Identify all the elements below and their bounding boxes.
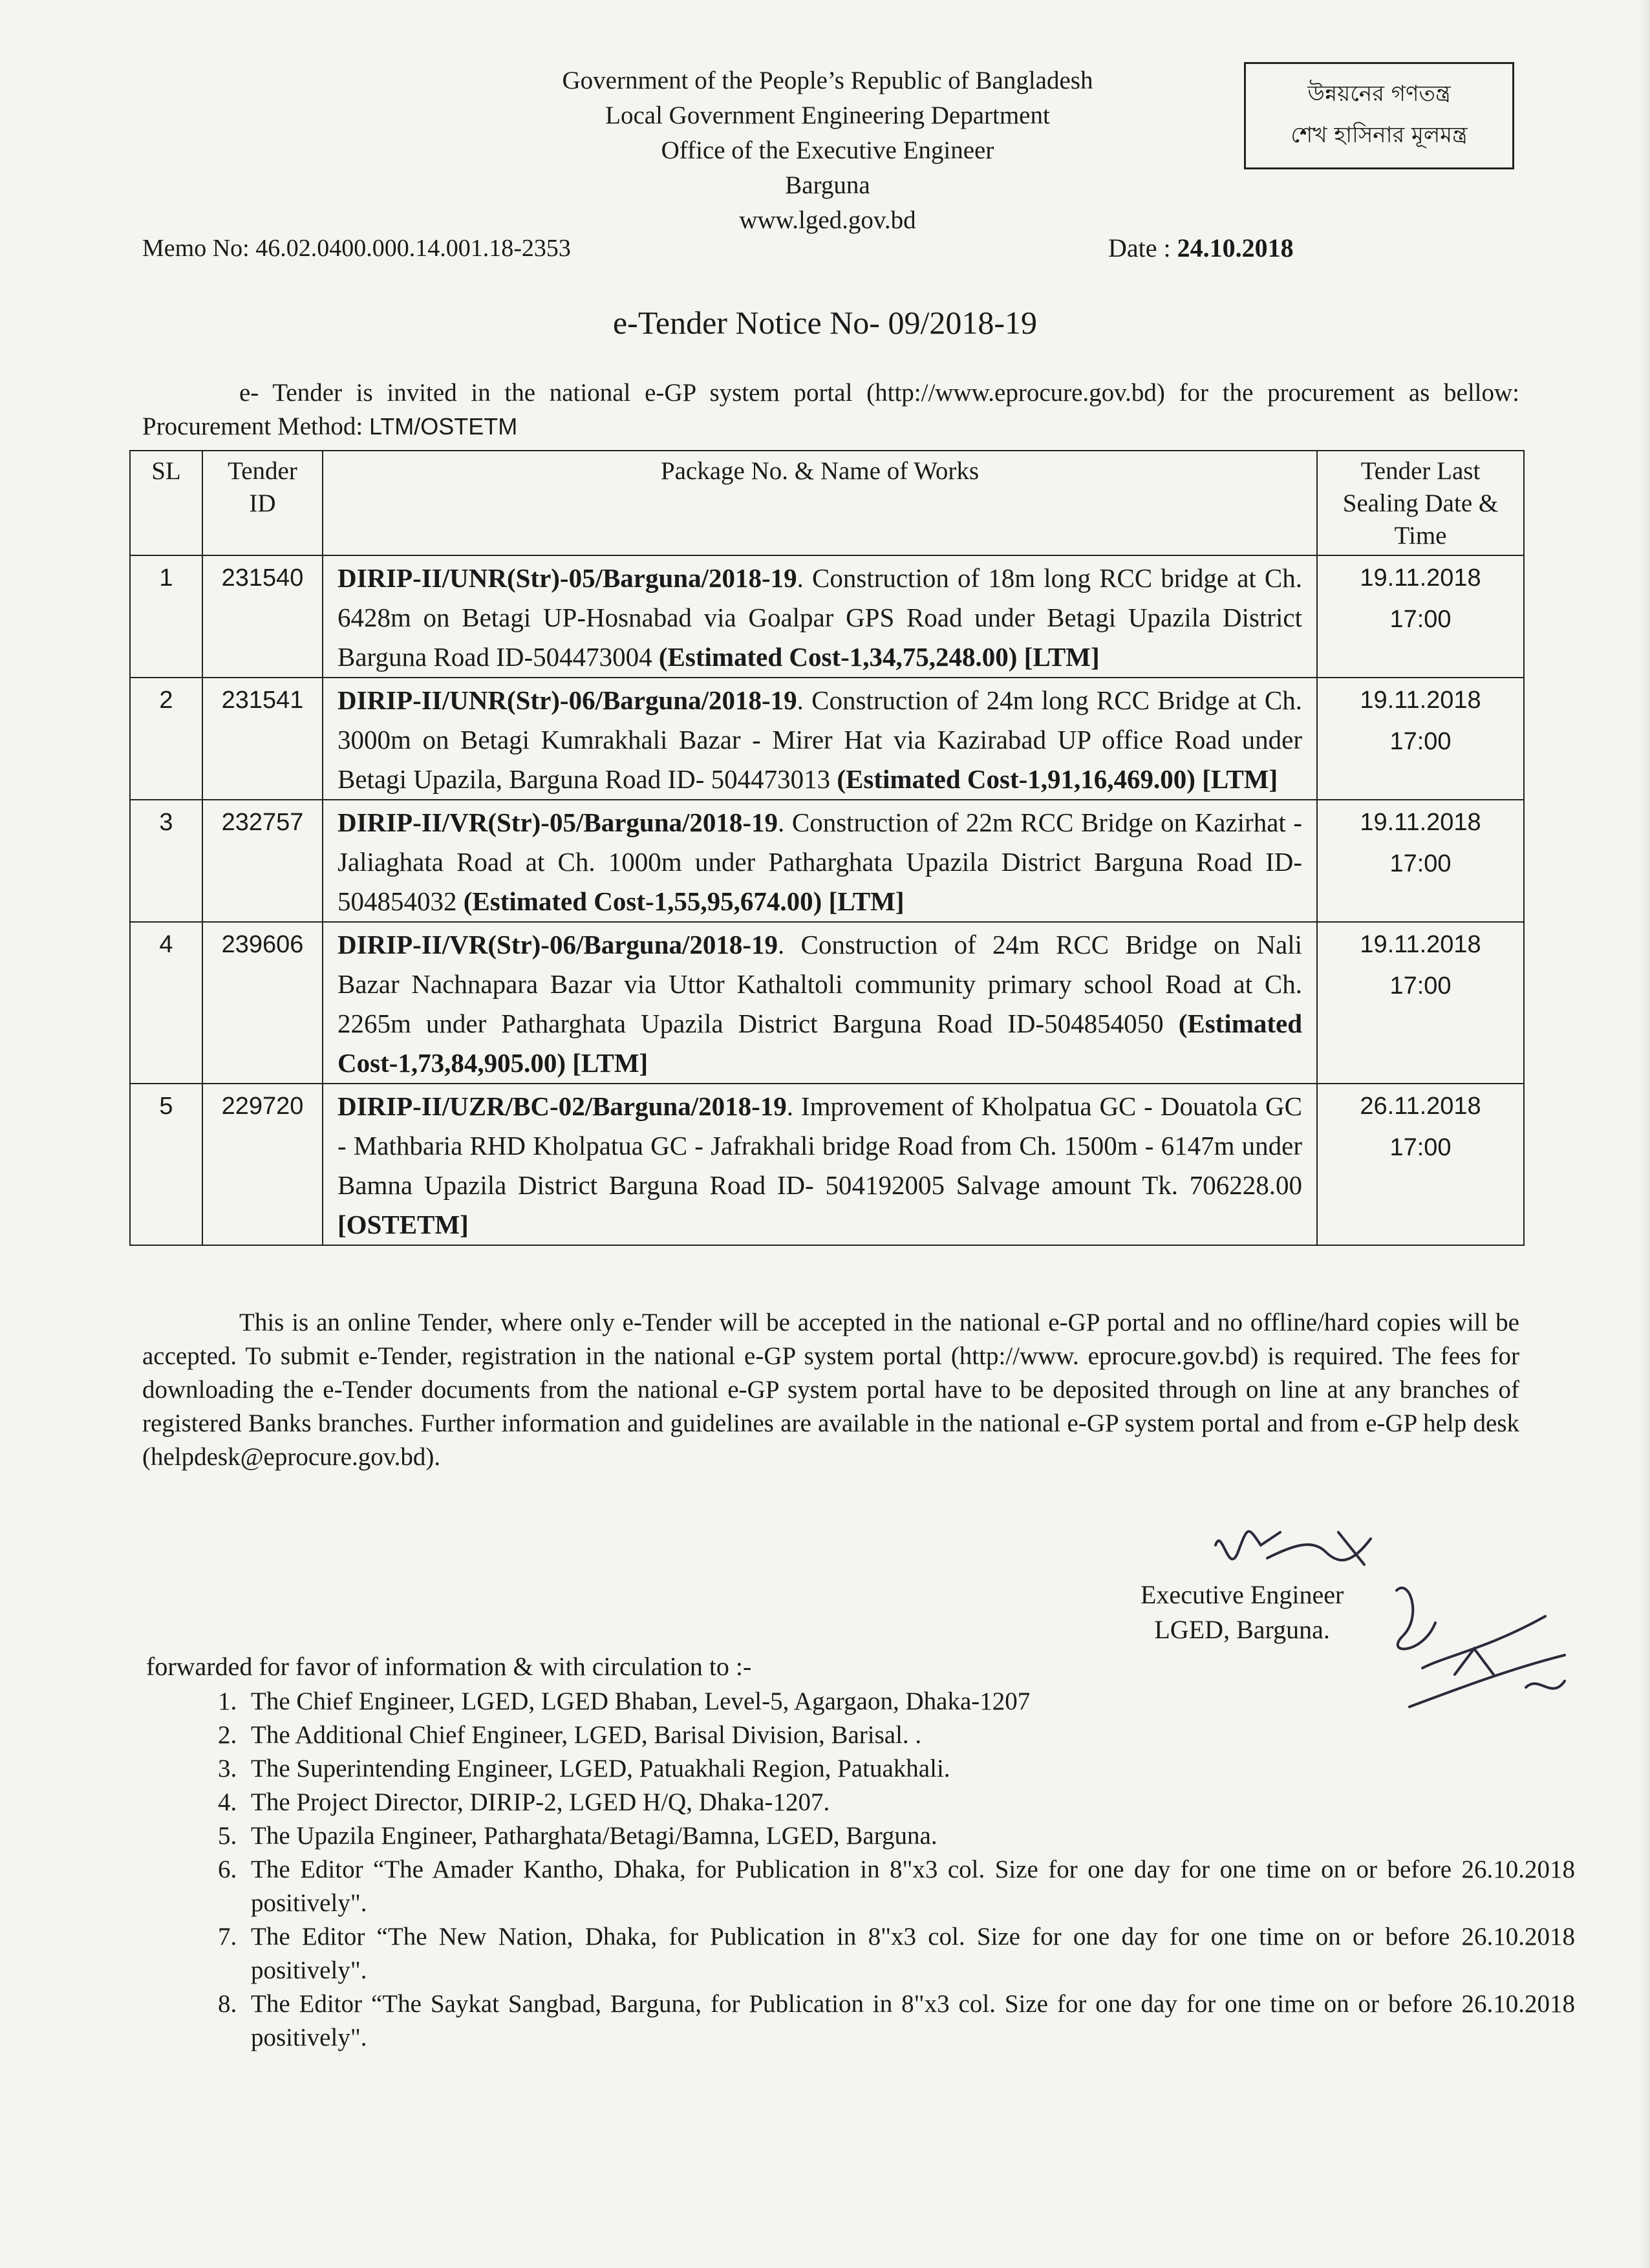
row-tender-id: 232757: [202, 800, 323, 922]
row-tender-id: 231541: [202, 678, 323, 800]
list-item: 4. The Project Director, DIRIP-2, LGED H/Q, Dhaka-1207.: [243, 1786, 1575, 1819]
date-label: Date :: [1108, 233, 1177, 262]
letterhead: [453, 63, 1203, 238]
signer-title: Executive Engineer: [1141, 1580, 1344, 1609]
date-value: 24.10.2018: [1177, 233, 1294, 262]
row-sl: 4: [130, 922, 202, 1084]
list-item: 5. The Upazila Engineer, Patharghata/Betagi/Bamna, LGED, Barguna.: [243, 1819, 1575, 1853]
deadline-date: 19.11.2018: [1360, 564, 1481, 592]
row-deadline: [1317, 800, 1524, 922]
deadline-time: 17:00: [1389, 850, 1452, 877]
tender-table: [129, 450, 1525, 1246]
row-package-cell: [323, 555, 1317, 678]
motto-box: [1244, 62, 1514, 169]
header-last-date: Tender Last Sealing Date & Time: [1317, 451, 1524, 555]
table-row: [130, 555, 1524, 678]
package-number: DIRIP-II/VR(Str)-05/Barguna/2018-19: [338, 808, 778, 837]
deadline-date: 19.11.2018: [1360, 931, 1481, 958]
header-tender-id: Tender ID: [202, 451, 323, 555]
header-sl: SL: [130, 451, 202, 555]
package-number: DIRIP-II/UNR(Str)-06/Barguna/2018-19: [338, 685, 797, 715]
deadline-time: 17:00: [1389, 972, 1452, 1000]
package-number: DIRIP-II/VR(Str)-06/Barguna/2018-19: [338, 930, 778, 959]
letterhead-line-office: Office of the Executive Engineer: [661, 136, 994, 164]
signer-office: LGED, Barguna.: [1154, 1615, 1330, 1644]
table-row: [130, 800, 1524, 922]
list-item: 2. The Additional Chief Engineer, LGED, Barisal Division, Barisal. .: [243, 1718, 1575, 1752]
online-tender-text: This is an online Tender, where only e-Tender will be accepted in the national e-GP portal and no offline/hard copies will be accepted. To submit e-Tender, registration in the national e-GP system portal (http://www. eprocure.gov.bd) is required. The fees for downloading the e-Tender documents from the national e-GP system portal have to be deposited through on line at any branches of registered Banks branches. Further information and guidelines are available in the national e-GP system portal and from e-GP help desk (helpdesk@eprocure.gov.bd).: [142, 1309, 1519, 1471]
row-deadline: [1317, 1084, 1524, 1245]
work-description: . Construction of 24m long RCC Bridge at Ch. 3000m on Betagi Kumrakhali Bazar - Mirer Hat via Kazirabad UP office Road under Betagi Upazila, Barguna Road ID- 504473013: [338, 685, 1302, 794]
estimated-cost: (Estimated Cost-1,55,95,674.00) [LTM]: [463, 886, 905, 916]
list-item: 1. The Chief Engineer, LGED, LGED Bhaban, Level-5, Agargaon, Dhaka-1207: [243, 1685, 1575, 1718]
list-item: 7. The Editor “The New Nation, Dhaka, for Publication in 8"x3 col. Size for one day for one time on or before 26.10.2018 positively".: [243, 1920, 1575, 1987]
row-package-cell: [323, 678, 1317, 800]
deadline-date: 19.11.2018: [1360, 687, 1481, 714]
motto-line-2: শেখ হাসিনার মূলমন্ত্র: [1291, 122, 1468, 148]
intro-text: e- Tender is invited in the national e-GP system portal (http://www.eprocure.gov.bd) for the procurement as bellow: Procurement Method:: [142, 379, 1519, 440]
header-package: Package No. & Name of Works: [323, 451, 1317, 555]
deadline-date: 26.11.2018: [1360, 1093, 1481, 1120]
memo-number: Memo No: 46.02.0400.000.14.001.18-2353: [142, 235, 571, 262]
table-row: [130, 922, 1524, 1084]
procurement-method: LTM/OSTETM: [369, 413, 518, 440]
row-sl: 2: [130, 678, 202, 800]
row-package-cell: [323, 922, 1317, 1084]
work-description: . Construction of 24m RCC Bridge on Nali Bazar Nachnapara Bazar via Uttor Kathaltoli community primary school Road at Ch. 2265m under Patharghata Upazila District Barguna Road ID-504854050: [338, 930, 1302, 1038]
list-item: 6. The Editor “The Amader Kantho, Dhaka, for Publication in 8"x3 col. Size for one day for one time on or before 26.10.2018 positively".: [243, 1853, 1575, 1920]
deadline-time: 17:00: [1389, 606, 1452, 633]
row-deadline: [1317, 922, 1524, 1084]
work-description: . Construction of 22m RCC Bridge on Kazirhat - Jaliaghata Road at Ch. 1000m under Patharghata Upazila District Barguna Road ID- 504854032: [338, 808, 1302, 916]
row-tender-id: 239606: [202, 922, 323, 1084]
row-tender-id: 229720: [202, 1084, 323, 1245]
estimated-cost: (Estimated Cost-1,91,16,469.00) [LTM]: [837, 764, 1278, 794]
row-sl: 5: [130, 1084, 202, 1245]
online-tender-paragraph: [142, 1306, 1519, 1474]
notice-date: [1108, 233, 1294, 263]
estimated-cost: [OSTETM]: [338, 1210, 469, 1239]
estimated-cost: (Estimated Cost-1,34,75,248.00) [LTM]: [658, 642, 1100, 672]
estimated-cost: (Estimated Cost-1,73,84,905.00) [LTM]: [338, 1009, 1302, 1078]
row-tender-id: 231540: [202, 555, 323, 678]
row-deadline: [1317, 555, 1524, 678]
deadline-date: 19.11.2018: [1360, 809, 1481, 836]
signer-block: [1141, 1578, 1344, 1647]
deadline-time: 17:00: [1389, 1134, 1452, 1161]
forward-title: forwarded for favor of information & with circulation to :-: [146, 1652, 752, 1681]
work-description: . Improvement of Kholpatua GC - Douatola GC - Mathbaria RHD Kholpatua GC - Jafrakhali bridge Road from Ch. 1500m - 6147m under Bamna Upazila District Barguna Road ID- 504192005 Salvage amount Tk. 706228.00: [338, 1091, 1302, 1200]
deadline-time: 17:00: [1389, 728, 1452, 755]
work-description: . Construction of 18m long RCC bridge at Ch. 6428m on Betagi UP-Hosnabad via Goalpar GPS Road under Betagi Upazila District Barguna Road ID-504473004: [338, 563, 1302, 672]
row-sl: 3: [130, 800, 202, 922]
table-row: [130, 1084, 1524, 1245]
notice-title: e-Tender Notice No- 09/2018-19: [612, 305, 1037, 341]
table-row: [130, 678, 1524, 800]
letterhead-website: www.lged.gov.bd: [739, 206, 916, 234]
row-package-cell: [323, 800, 1317, 922]
list-item: 8. The Editor “The Saykat Sangbad, Barguna, for Publication in 8"x3 col. Size for one day for one time on or before 26.10.2018 positively".: [243, 1987, 1575, 2055]
row-sl: 1: [130, 555, 202, 678]
motto-line-1: উন্নয়নের গণতন্ত্র: [1307, 81, 1451, 107]
package-number: DIRIP-II/UNR(Str)-05/Barguna/2018-19: [338, 563, 797, 593]
row-package-cell: [323, 1084, 1317, 1245]
row-deadline: [1317, 678, 1524, 800]
circulation-list: [191, 1685, 1575, 2055]
intro-paragraph: [142, 376, 1519, 444]
letterhead-line-district: Barguna: [785, 171, 870, 199]
letterhead-line-government: Government of the People’s Republic of Bangladesh: [562, 67, 1093, 94]
list-item: 3. The Superintending Engineer, LGED, Patuakhali Region, Patuakhali.: [243, 1752, 1575, 1786]
scan-edge-shadow: [1638, 0, 1650, 2268]
table-header-row: [130, 451, 1524, 555]
letterhead-line-department: Local Government Engineering Department: [605, 102, 1050, 129]
package-number: DIRIP-II/UZR/BC-02/Barguna/2018-19: [338, 1091, 787, 1121]
